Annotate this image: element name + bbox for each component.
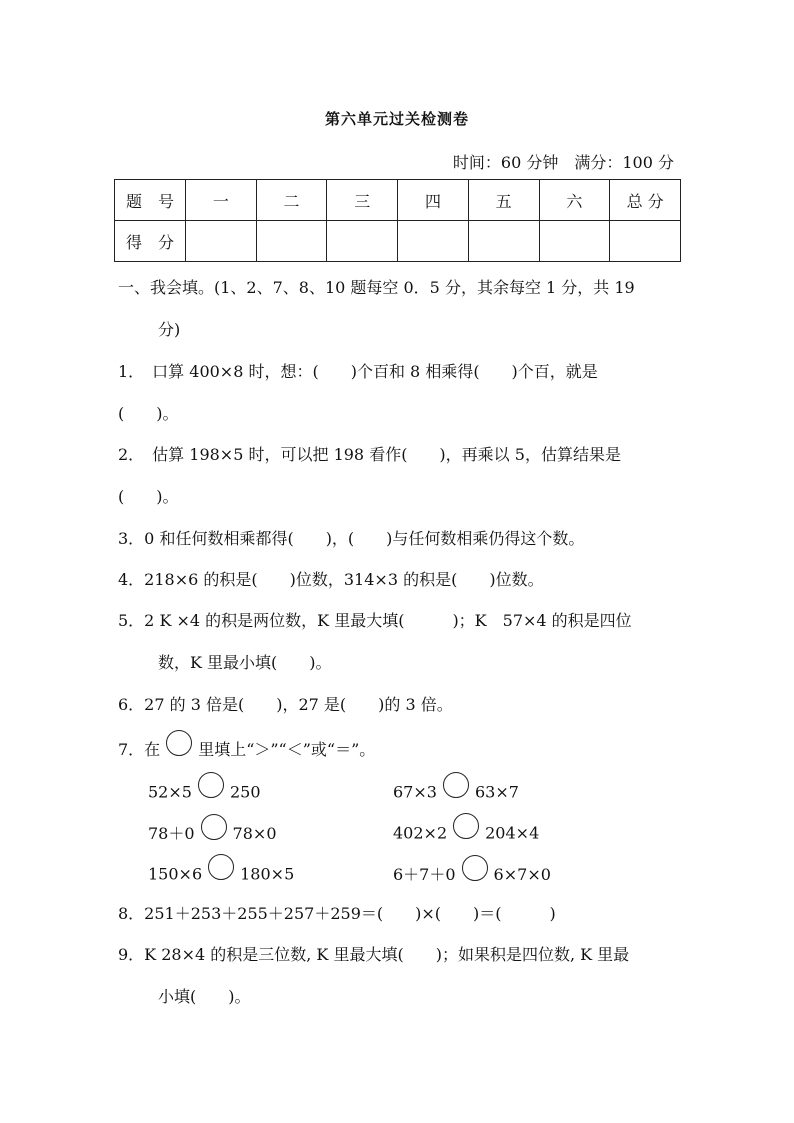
comparison-item <box>148 821 277 848</box>
comparison-left: 402×2 <box>393 823 448 843</box>
score-table-header-cell: 题 号 <box>115 180 186 221</box>
score-table-score-row <box>115 221 681 262</box>
score-cell-5[interactable] <box>468 221 539 262</box>
question-7 <box>118 737 375 764</box>
score-cell-total[interactable] <box>610 221 681 262</box>
score-table-header-cell: 总 分 <box>610 180 681 221</box>
question-3: 3．0 和任何数相乘都得( )，( )与任何数相乘仍得这个数。 <box>118 529 585 548</box>
score-cell-1[interactable] <box>186 221 257 262</box>
question-2: 2． 估算 198×5 时，可以把 198 看作( )，再乘以 5，估算结果是 <box>118 445 621 464</box>
score-cell-3[interactable] <box>327 221 398 262</box>
comparison-left: 6＋7＋0 <box>393 865 456 884</box>
score-table-header-cell: 一 <box>186 180 257 221</box>
comparison-item <box>393 862 551 889</box>
score-row-label: 得 分 <box>115 221 186 262</box>
question-9-cont: 小填( )。 <box>158 987 251 1006</box>
comparison-item <box>393 780 519 806</box>
score-table-header-cell: 四 <box>398 180 469 221</box>
comparison-left: 67×3 <box>393 782 437 802</box>
comparison-answer-circle[interactable] <box>443 772 469 798</box>
question-7-suffix: 里填上“＞”“＜”或“＝”。 <box>198 740 376 759</box>
question-9: 9．K 28×4 的积是三位数, K 里最大填( )；如果积是四位数, K 里最 <box>118 945 630 964</box>
question-1: 1． 口算 400×8 时，想：( )个百和 8 相乘得( )个百，就是 <box>118 362 598 381</box>
comparison-answer-circle[interactable] <box>453 813 479 839</box>
comparison-item <box>148 862 294 888</box>
comparison-item <box>393 821 539 847</box>
comparison-left: 150×6 <box>148 864 203 884</box>
comparison-answer-circle[interactable] <box>198 772 224 798</box>
comparison-right: 180×5 <box>240 864 295 884</box>
score-table-header-cell: 二 <box>256 180 327 221</box>
comparison-answer-circle[interactable] <box>462 855 488 881</box>
question-6: 6．27 的 3 倍是( )，27 是( )的 3 倍。 <box>118 695 453 714</box>
score-table-header-cell: 五 <box>468 180 539 221</box>
comparison-left: 78＋0 <box>148 824 195 843</box>
comparison-answer-circle[interactable] <box>201 814 227 840</box>
score-table-header-cell: 三 <box>327 180 398 221</box>
question-5-cont: 数，K 里最小填( )。 <box>158 653 332 672</box>
question-8: 8．251＋253＋255＋257＋259＝( )×( )＝( ) <box>118 904 556 923</box>
comparison-right: 204×4 <box>485 823 540 843</box>
score-cell-2[interactable] <box>256 221 327 262</box>
score-table-header-row <box>115 180 681 221</box>
comparison-circle-icon <box>166 730 192 756</box>
score-table-header-cell: 六 <box>539 180 610 221</box>
section1-heading: 一、我会填。(1、2、7、8、10 题每空 0．5 分，其余每空 1 分，共 19 <box>118 278 635 297</box>
section1-heading-cont: 分) <box>158 320 181 339</box>
comparison-left: 52×5 <box>148 782 192 802</box>
comparison-right: 78×0 <box>232 824 277 843</box>
score-cell-6[interactable] <box>539 221 610 262</box>
question-4: 4．218×6 的积是( )位数，314×3 的积是( )位数。 <box>118 570 544 589</box>
question-1-cont: ( )。 <box>118 404 179 423</box>
question-2-cont: ( )。 <box>118 487 179 506</box>
score-cell-4[interactable] <box>398 221 469 262</box>
time-and-score-info: 时间：60 分钟 满分：100 分 <box>452 153 674 172</box>
question-7-prefix: 7．在 <box>118 740 161 759</box>
comparison-right: 250 <box>229 782 261 802</box>
comparison-right: 63×7 <box>474 782 519 802</box>
page-title: 第六单元过关检测卷 <box>324 110 469 128</box>
score-table <box>114 179 681 262</box>
comparison-answer-circle[interactable] <box>208 854 234 880</box>
comparison-item <box>148 780 261 806</box>
question-5: 5．2 K ×4 的积是两位数，K 里最大填( )；K 57×4 的积是四位 <box>118 611 632 630</box>
comparison-right: 6×7×0 <box>493 865 551 884</box>
